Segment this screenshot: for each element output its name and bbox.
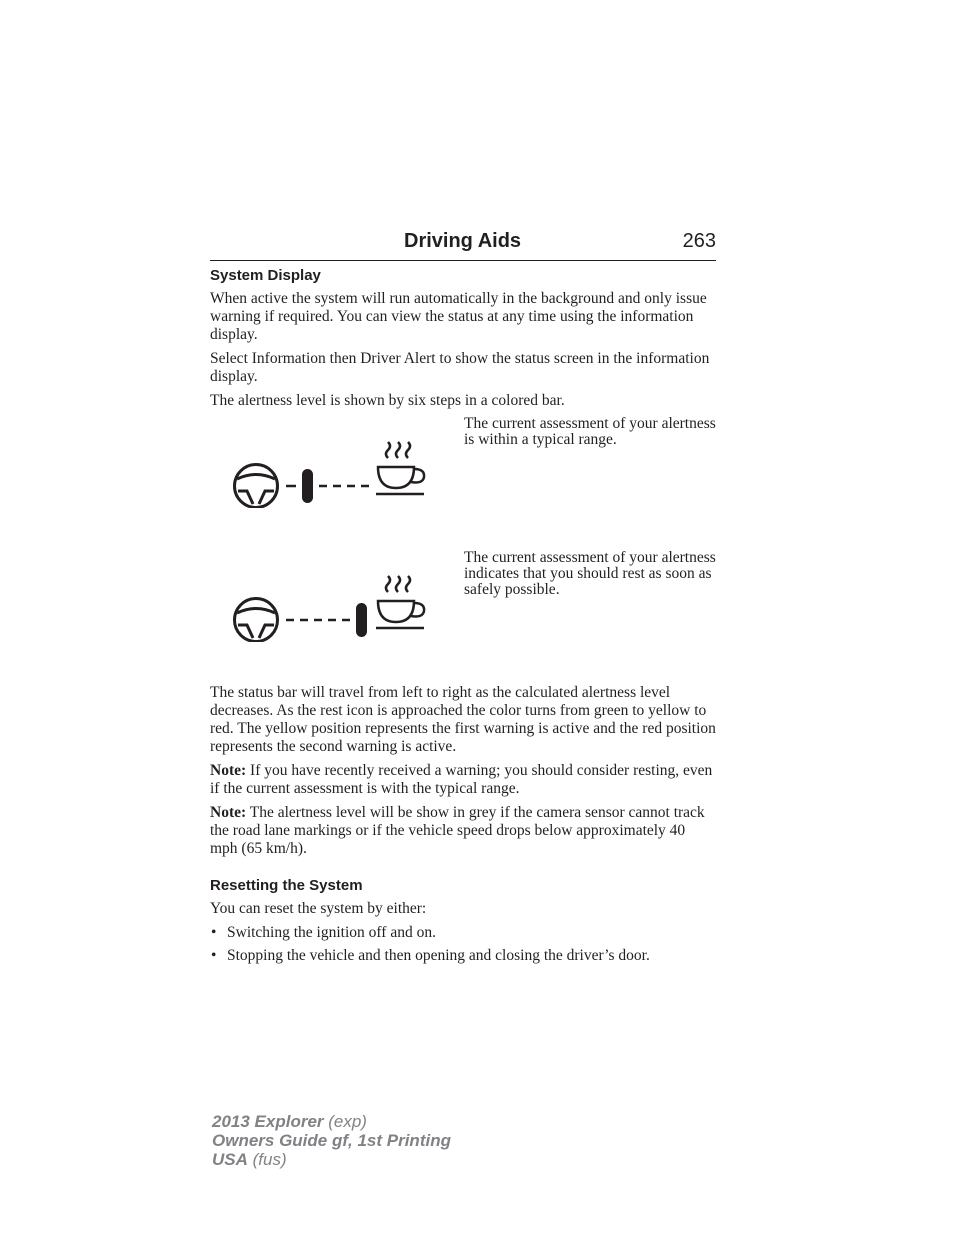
note-text: If you have recently received a warning; you should consider resting, even if the current assessment is with the typical range.	[210, 762, 713, 797]
coffee-cup-icon	[376, 442, 424, 494]
page-footer	[212, 1112, 451, 1169]
note-text: The alertness level will be show in grey if the camera sensor cannot track the road lane markings or if the vehicle speed drops below approximately 40 mph (65 km/h).	[210, 804, 705, 857]
bullet-list	[210, 924, 716, 965]
coffee-cup-icon	[376, 576, 424, 628]
alertness-bar	[286, 603, 367, 637]
footer-market: USA	[212, 1150, 248, 1169]
page-content	[210, 266, 716, 970]
paragraph: When active the system will run automatically in the background and only issue warning if required. You can view the status at any time using the information display.	[210, 290, 707, 343]
footer-guide: Owners Guide gf, 1st Printing	[212, 1131, 451, 1150]
paragraph: You can reset the system by either:	[210, 900, 427, 917]
paragraph: Select Information then Driver Alert to show the status screen in the information display.	[210, 350, 710, 385]
section-heading-system-display: System Display	[210, 267, 321, 284]
footer-model-code: (exp)	[323, 1112, 367, 1131]
alertness-indicator-graphic	[228, 570, 433, 642]
alertness-indicator-graphic	[228, 436, 433, 508]
steering-wheel-icon	[235, 465, 278, 508]
list-item	[210, 924, 716, 942]
note-paragraph	[210, 762, 716, 798]
bar-level-marker	[302, 469, 313, 503]
footer-line	[212, 1131, 451, 1150]
footer-line	[212, 1112, 451, 1131]
list-item-text: Switching the ignition off and on.	[227, 924, 436, 941]
bar-level-marker	[356, 603, 367, 637]
footer-model: 2013 Explorer	[212, 1112, 324, 1131]
footer-line	[212, 1150, 451, 1169]
list-item	[210, 947, 716, 965]
alertness-figure-rest	[210, 550, 716, 684]
list-item-text: Stopping the vehicle and then opening and closing the driver’s door.	[227, 947, 650, 964]
steering-wheel-icon	[235, 599, 278, 642]
alertness-figure-typical	[210, 416, 716, 550]
page-number: 263	[682, 230, 716, 252]
chapter-title: Driving Aids	[404, 230, 522, 252]
paragraph: The alertness level is shown by six steps in a colored bar.	[210, 392, 565, 409]
figure-caption: The current assessment of your alertness indicates that you should rest as soon as safely possible.	[464, 549, 716, 598]
bullet-icon: •	[211, 924, 217, 941]
section-heading-resetting: Resetting the System	[210, 877, 363, 894]
footer-market-code: (fus)	[247, 1150, 287, 1169]
page-header	[210, 228, 716, 261]
figure-caption: The current assessment of your alertness is within a typical range.	[464, 415, 716, 448]
note-paragraph	[210, 804, 716, 858]
bullet-icon: •	[211, 947, 217, 964]
paragraph: The status bar will travel from left to right as the calculated alertness level decreases. As the rest icon is approached the color turns from green to yellow to red. The yellow position represents the first warning is active and the red position represents the second warning is active.	[210, 684, 716, 755]
note-label: Note:	[210, 804, 247, 821]
alertness-bar	[286, 469, 369, 503]
note-label: Note:	[210, 762, 247, 779]
